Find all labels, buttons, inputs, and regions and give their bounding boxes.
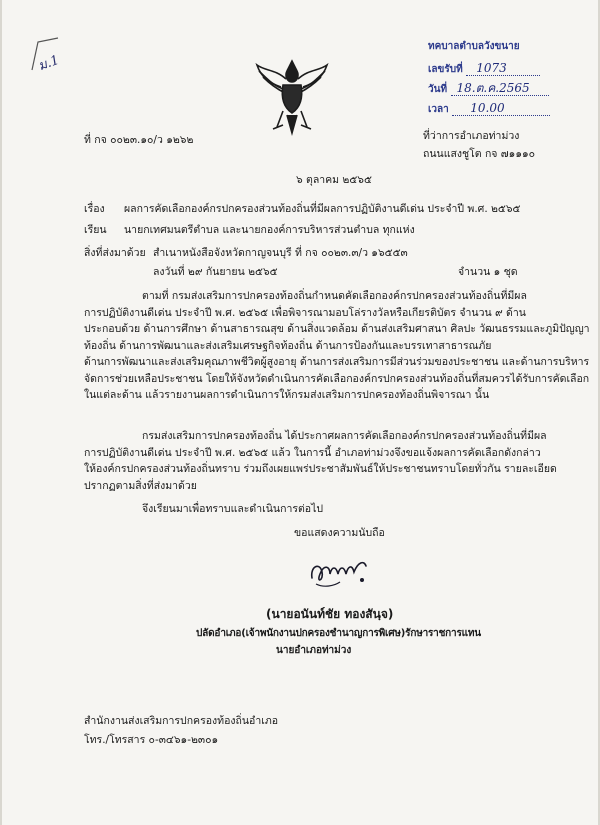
corner-bracket-mark [28, 36, 62, 76]
paragraph-1-line: ด้านการพัฒนาและส่งเสริมคุณภาพชีวิตผู้สูงอายุ ด้านการส่งเสริมการมีส่วนร่วมของประชาชน และด้านการบริหาร [84, 356, 590, 368]
office-address-line2: ถนนแสงชูโต กจ ๗๑๑๑๐ [423, 148, 536, 160]
stamp-date-label: วันที่ [428, 84, 448, 95]
signer-position-line1: ปลัดอำเภอ(เจ้าพนักงานปกครองชำนาญการพิเศษ)รักษาราชการแทน [196, 628, 481, 639]
office-address-line1: ที่ว่าการอำเภอท่าม่วง [423, 130, 520, 142]
body-paragraph-1 [84, 288, 590, 404]
signer-position-line2: นายอำเภอท่าม่วง [276, 645, 352, 656]
subject-text: ผลการคัดเลือกองค์กรปกครองส่วนท้องถิ่นที่มีผลการปฏิบัติงานดีเด่น ประจำปี พ.ศ. ๒๕๖๕ [124, 203, 521, 215]
to-text: นายกเทศมนตรีตำบล และนายกองค์การบริหารส่วนตำบล ทุกแห่ง [124, 224, 415, 236]
paragraph-1-line: การปฏิบัติงานดีเด่น ประจำปี พ.ศ. ๒๕๖๕ เพื่อพิจารณามอบโล่รางวัลหรือเกียรติบัตร จำนวน ๙ ด้าน [84, 306, 526, 319]
subject-label: เรื่อง [84, 203, 105, 215]
signer-name: (นายอนันท์ชัย ทองสันฺจ) [266, 607, 394, 621]
attachment-quantity: จำนวน ๑ ชุด [458, 266, 518, 278]
attachment-label: สิ่งที่ส่งมาด้วย [84, 247, 146, 259]
handwritten-signature [306, 552, 376, 592]
closing-request: จึงเรียนมาเพื่อทราบและดำเนินการต่อไป [142, 503, 324, 515]
stamp-date-value: 18.ต.ค.2565 [451, 82, 549, 96]
attachment-line2: ลงวันที่ ๒๙ กันยายน ๒๕๖๕ [153, 266, 278, 278]
to-label: เรียน [84, 224, 107, 236]
document-number: ที่ กจ ๐๐๒๓.๑๐/ว ๑๒๖๒ [84, 134, 194, 146]
stamp-time-row [428, 102, 550, 116]
stamp-org: ทคบาลตำบลวังขนาย [428, 41, 520, 52]
footer-contact: โทร./โทรสาร ๐-๓๔๖๑-๒๓๐๑ [84, 734, 219, 746]
paragraph-1-line: ท้องถิ่น ด้านการพัฒนาและส่งเสริมเศรษฐกิจท้องถิ่น ด้านการป้องกันและบรรเทาสาธารณภัย [84, 339, 492, 352]
stamp-number-row [428, 62, 540, 76]
stamp-time-label: เวลา [428, 104, 449, 115]
paragraph-1-line: ตามที่ กรมส่งเสริมการปกครองท้องถิ่นกำหนดคัดเลือกองค์กรปกครองส่วนท้องถิ่นที่มีผล [142, 290, 527, 302]
document-date: ๖ ตุลาคม ๒๕๖๕ [296, 174, 372, 186]
stamp-number-value: 1073 [466, 62, 540, 76]
corner-handwritten-note: ม.1 [36, 52, 62, 75]
footer-unit: สำนักงานส่งเสริมการปกครองท้องถิ่นอำเภอ [84, 715, 279, 727]
stamp-date-row [428, 82, 549, 96]
stamp-number-label: เลขรับที่ [428, 64, 463, 75]
stamp-time-value: 10.00 [452, 102, 550, 116]
body-paragraph-2 [84, 428, 557, 494]
paragraph-1-line: ประกอบด้วย ด้านการศึกษา ด้านสาธารณสุข ด้านสิ่งแวดล้อม ด้านส่งเสริมศาสนา ศิลปะ วัฒนธรรมและภูมิปัญญา [84, 323, 590, 335]
paragraph-1-line: จัดการช่วยเหลือประชาชน โดยให้จังหวัดดำเนินการคัดเลือกองค์กรปกครองส่วนท้องถิ่นที่สมควรได้รับการคัดเลือก [84, 372, 590, 385]
garuda-emblem-icon [253, 55, 331, 137]
paragraph-2-line: ปรากฏตามสิ่งที่ส่งมาด้วย [84, 479, 197, 492]
paragraph-2-line: กรมส่งเสริมการปกครองท้องถิ่น ได้ประกาศผลการคัดเลือกองค์กรปกครองส่วนท้องถิ่นที่มีผล [142, 430, 547, 442]
paragraph-2-line: ให้องค์กรปกครองส่วนท้องถิ่นทราบ ร่วมถึงเผยแพร่ประชาสัมพันธ์ให้ประชาชนทราบโดยทั่วกัน รายละเอียด [84, 463, 557, 475]
attachment-line1: สำเนาหนังสือจังหวัดกาญจนบุรี ที่ กจ ๐๐๒๓.๓/ว ๑๖๕๕๓ [153, 247, 408, 259]
paragraph-1-line: ในแต่ละด้าน แล้วรายงานผลการดำเนินการให้กรมส่งเสริมการปกครองท้องถิ่นพิจารณา นั้น [84, 389, 490, 401]
paragraph-2-line: การปฏิบัติงานดีเด่น ประจำปี พ.ศ. ๒๕๖๕ แล้ว ในการนี้ อำเภอท่าม่วงจึงขอแจ้งผลการคัดเลือกดังกล่าว [84, 446, 541, 459]
regards: ขอแสดงความนับถือ [294, 527, 385, 539]
receive-stamp [426, 40, 558, 117]
